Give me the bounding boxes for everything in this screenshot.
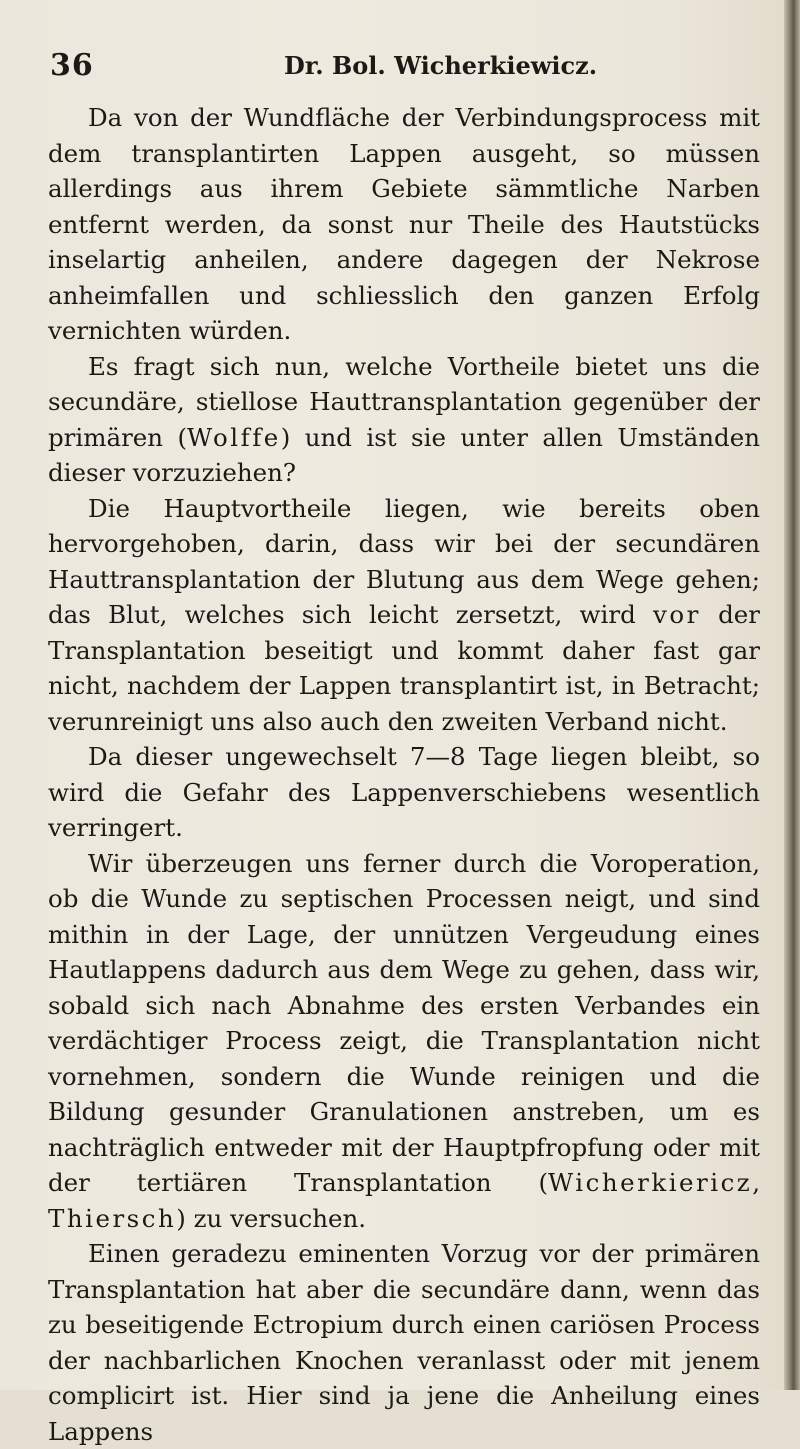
paragraph-6 [48, 1236, 760, 1449]
paragraph-text: ) und ist sie unter allen Umständen dieser vorzuziehen? [48, 422, 760, 487]
paragraph-4 [48, 739, 760, 846]
paragraph-text: ) zu versuchen. [176, 1203, 367, 1233]
paragraph-text: , [752, 1168, 760, 1197]
paragraph-2 [48, 349, 760, 491]
paragraph-3 [48, 491, 760, 740]
paragraph-text: Einen geradezu eminenten Vorzug vor der primären Transplantation hat aber die secundäre dann, wenn das zu beseitigende Ectropium durch einen cariösen Process der nachbarlichen Knochen veranlasst oder mit jenem complicirt ist. Hier sind ja jene die Anheilung eines Lappens [48, 1239, 760, 1446]
author-name: Wolffe [187, 422, 281, 452]
paragraph-text: Da von der Wundfläche der Verbindungsprocess mit dem transplantirten Lappen ausgeht, so müssen allerdings aus ihrem Gebiete sämmtliche Narben entfernt werden, da sonst nur Theile des Hautstücks inselartig anheilen, andere dagegen der Nekrose anheimfallen und schliesslich den ganzen Erfolg vernichten würden. [48, 103, 760, 345]
paragraph-1 [48, 100, 760, 349]
paragraph-text: der Transplantation beseitigt und kommt daher fast gar nicht, nachdem der Lappen transplantirt ist, in Betracht; verunreinigt uns also auch den zweiten Verband nicht. [48, 600, 760, 736]
author-name: Wicherkiericz [548, 1168, 753, 1197]
author-name: Thiersch [48, 1203, 177, 1233]
running-head: Dr. Bol. Wicherkiewicz. [284, 51, 598, 80]
paragraph-5 [48, 846, 760, 1237]
body-text [48, 100, 760, 1449]
emphasis-word: vor [653, 600, 701, 629]
page-edge-shadow [784, 0, 800, 1390]
paragraph-text: Da dieser ungewechselt 7—8 Tage liegen bleibt, so wird die Gefahr des Lappenverschiebens wesentlich verringert. [48, 742, 760, 842]
page-number: 36 [50, 48, 94, 83]
page-header [50, 46, 766, 86]
paragraph-text: Es fragt sich nun, welche Vortheile bietet uns die secundäre, stiellose Hauttransplantation gegenüber der primären ( [48, 351, 760, 452]
paragraph-text: Wir überzeugen uns ferner durch die Voroperation, ob die Wunde zu septischen Processen neigt, und sind mithin in der Lage, der unnützen Vergeudung eines Hautlappens dadurch aus dem Wege zu gehen, dass wir, sobald sich nach Abnahme des ersten Verbandes ein verdächtiger Process zeigt, die Transplantation nicht vornehmen, sondern die Wunde reinigen und die Bildung gesunder Granulationen anstreben, um es nachträglich entweder mit der Hauptpfropfung oder mit der tertiären Transplantation ( [48, 848, 760, 1197]
paragraph-text: Die Hauptvortheile liegen, wie bereits oben hervorgehoben, darin, dass wir bei der secundären Hauttransplantation der Blutung aus dem Wege gehen; das Blut, welches sich leicht zersetzt, wird [48, 493, 760, 629]
